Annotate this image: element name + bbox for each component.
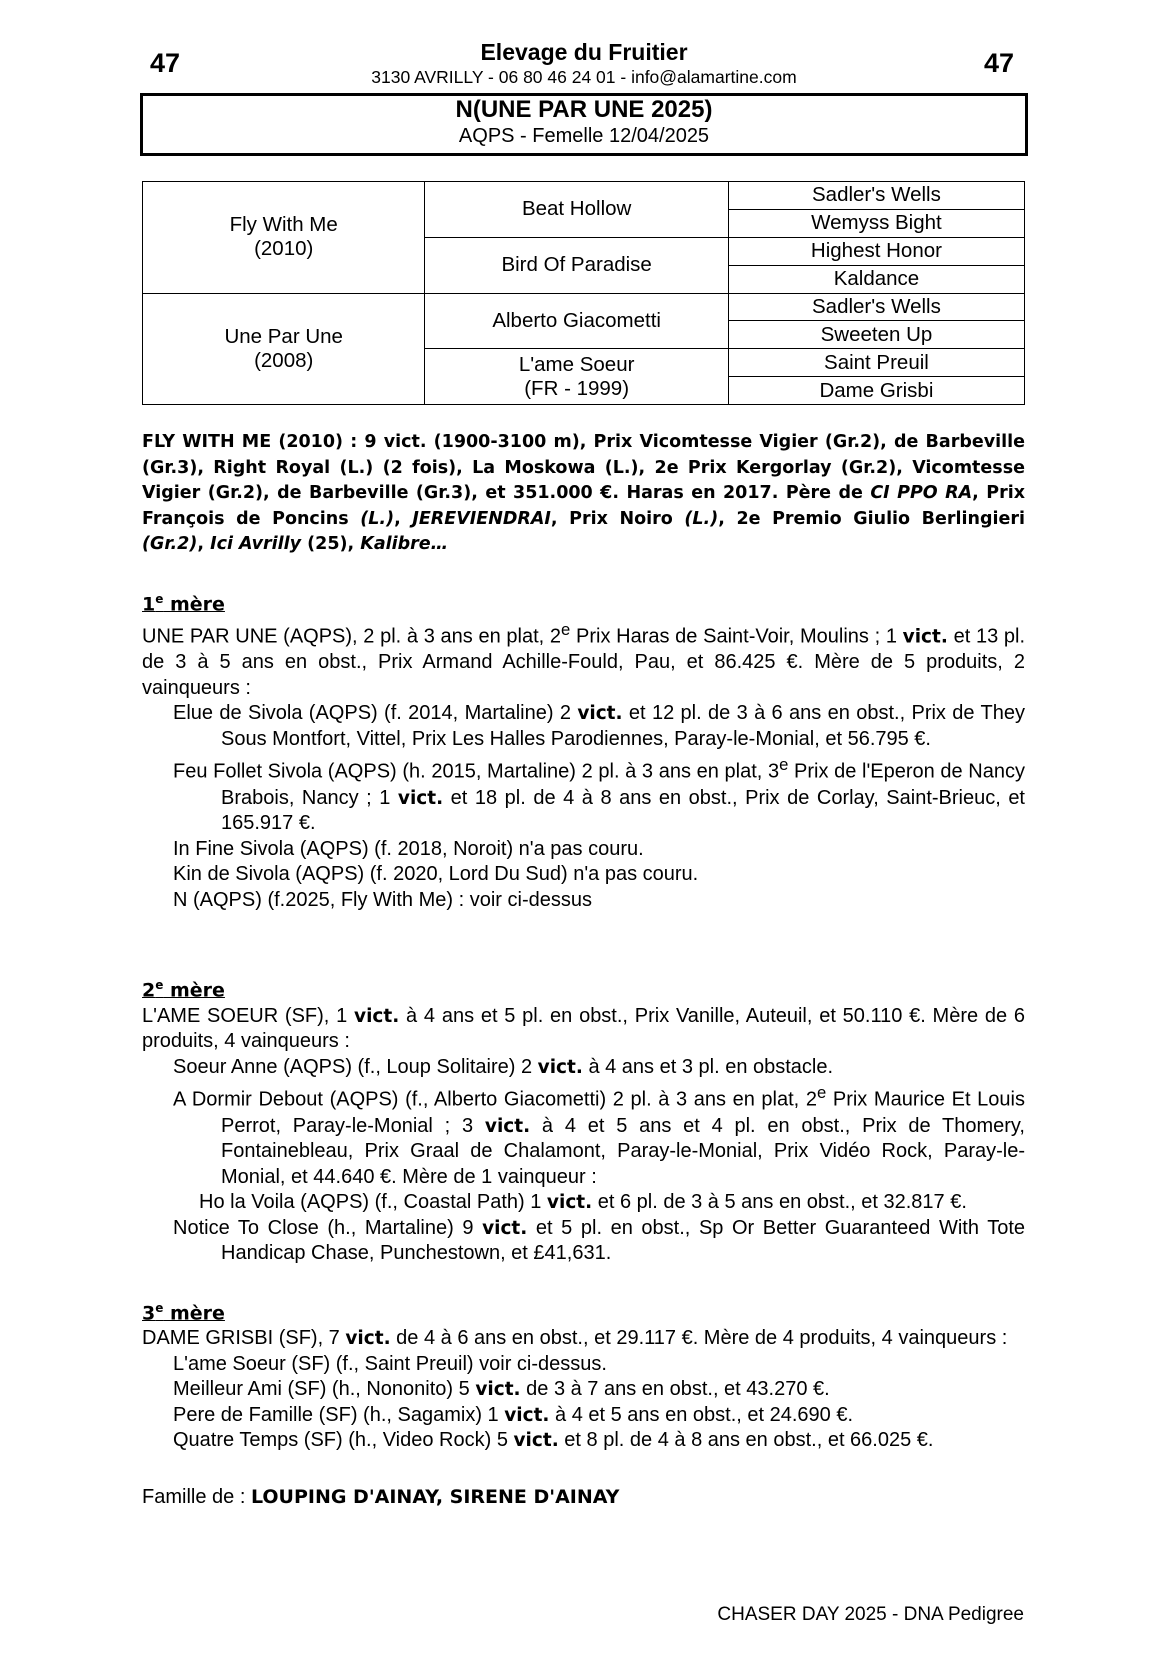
lot-title-box — [140, 93, 1028, 156]
lot-number-left: 47 — [150, 48, 181, 78]
first-dam-section — [142, 587, 1025, 914]
second-dam-section — [142, 973, 1025, 1266]
pedigree-sire-dam: Bird Of Paradise — [425, 237, 728, 293]
family-label: Famille de : — [142, 1485, 251, 1508]
third-dam-heading: 3e mère — [142, 1300, 225, 1324]
produce-item: Pere de Famille (SF) (h., Sagamix) 1 vict. à 4 et 5 ans en obst., et 24.690 €. — [173, 1403, 854, 1426]
produce-item: Notice To Close (h., Martaline) 9 vict. et 5 pl. en obst., Sp Or Better Guaranteed With Tote Handicap Chase, Punchestown, et £41,631. — [173, 1216, 1026, 1265]
produce-item: Ho la Voila (AQPS) (f., Coastal Path) 1 vict. et 6 pl. de 3 à 5 ans en obst., et 32.817 €. — [199, 1191, 967, 1214]
produce-item: L'ame Soeur (SF) (f., Saint Preuil) voir ci-dessus. — [173, 1352, 607, 1375]
pedigree-dam-sire: Alberto Giacometti — [425, 293, 728, 349]
produce-item: Meilleur Ami (SF) (h., Nononito) 5 vict. de 3 à 7 ans en obst., et 43.270 €. — [173, 1378, 830, 1401]
pedigree-sire-sire: Beat Hollow — [425, 182, 728, 238]
third-dam-paragraph: DAME GRISBI (SF), 7 vict. de 4 à 6 ans en obst., et 29.117 €. Mère de 4 produits, 4 vainqueurs : — [142, 1327, 1008, 1350]
produce-item: Kin de Sivola (AQPS) (f. 2020, Lord Du Sud) n'a pas couru. — [173, 863, 699, 886]
first-dam-paragraph: UNE PAR UNE (AQPS), 2 pl. à 3 ans en plat, 2e Prix Haras de Saint-Voir, Moulins ; 1 vict. et 13 pl. de 3 à 5 ans en obst., Prix Armand Achille-Fould, Pau, et 86.425 €. Mère de 5 produits, 2 vainqueurs : — [142, 620, 1026, 699]
produce-item: Feu Follet Sivola (AQPS) (h. 2015, Martaline) 2 pl. à 3 ans en plat, 3e Prix de l'Eperon de Nancy Brabois, Nancy ; 1 vict. et 18 pl. de 4 à 8 ans en obst., Prix de Corlay, Saint-Brieuc, et 165.917 €. — [173, 755, 1025, 835]
page-footer: CHASER DAY 2025 - DNA Pedigree — [717, 1604, 1024, 1625]
seller-contact: 3130 AVRILLY - 06 80 46 24 01 - info@alamartine.com — [371, 67, 797, 87]
produce-item: A Dormir Debout (AQPS) (f., Alberto Giacometti) 2 pl. à 3 ans en plat, 2e Prix Maurice Et Louis Perrot, Paray-le-Monial ; 3 vict. à 4 et 5 ans et 4 pl. en obst., Prix de Thomery, Fontainebleau, Prix Graal de Chalamont, Paray-le-Monial, Prix Vidéo Rock, Paray-le-Monial, et 44.640 €. Mère de 1 vainqueur : — [173, 1083, 1025, 1188]
lot-number-right: 47 — [984, 48, 1015, 78]
pedigree-g3-4: Kaldance — [728, 265, 1024, 293]
seller-header — [140, 38, 1028, 88]
pedigree-g3-1: Sadler's Wells — [728, 182, 1024, 210]
seller-name: Elevage du Fruitier — [480, 39, 688, 65]
pedigree-g3-8: Dame Grisbi — [728, 377, 1024, 405]
produce-item: Quatre Temps (SF) (h., Video Rock) 5 vict. et 8 pl. de 4 à 8 ans en obst., et 66.025 €. — [173, 1429, 934, 1452]
first-dam-heading: 1e mère — [142, 591, 225, 615]
produce-item: Soeur Anne (AQPS) (f., Loup Solitaire) 2 vict. à 4 ans et 3 pl. en obstacle. — [173, 1055, 834, 1078]
lot-subtitle: AQPS - Femelle 12/04/2025 — [458, 125, 710, 147]
family-line — [142, 1485, 1025, 1511]
pedigree-g3-2: Wemyss Bight — [728, 209, 1024, 237]
produce-item: Elue de Sivola (AQPS) (f. 2014, Martaline) 2 vict. et 12 pl. de 3 à 6 ans en obst., Prix de They Sous Montfort, Vittel, Prix Les Halles Parodiennes, Paray-le-Monial, et 56.795 €. — [173, 702, 1025, 750]
lot-title: N(UNE PAR UNE 2025) — [455, 96, 713, 123]
family-names: LOUPING D'AINAY, SIRENE D'AINAY — [250, 1485, 620, 1508]
pedigree-g3-3: Highest Honor — [728, 237, 1024, 265]
second-dam-heading: 2e mère — [142, 978, 225, 1002]
pedigree-g3-7: Saint Preuil — [728, 349, 1024, 377]
produce-item: In Fine Sivola (AQPS) (f. 2018, Noroit) n'a pas couru. — [173, 837, 644, 860]
catalogue-content — [142, 430, 1025, 1510]
third-dam-section — [142, 1296, 1025, 1454]
pedigree-dam-dam: L'ame Soeur (FR - 1999) — [425, 349, 728, 405]
pedigree-dam: Une Par Une (2008) — [143, 293, 425, 405]
pedigree-g3-6: Sweeten Up — [728, 321, 1024, 349]
sire-paragraph: FLY WITH ME (2010) : 9 vict. (1900-3100 m), Prix Vicomtesse Vigier (Gr.2), de Barbeville (Gr.3), Right Royal (L.) (2 fois), La Moskowa (L.), 2e Prix Kergorlay (Gr.2), Vicomtesse Vigier (Gr.2), de Barbeville (Gr.3), et 351.000 €. Haras en 2017. Père de CI PPO RA, Prix François de Poncins (L.), JEREVIENDRAI, Prix Noiro (L.), 2e Premio Giulio Berlingieri (Gr.2), Ici Avrilly (25), Kalibre… — [142, 432, 1026, 554]
pedigree-table — [142, 181, 1025, 405]
pedigree-g3-5: Sadler's Wells — [728, 293, 1024, 321]
pedigree-sire: Fly With Me (2010) — [143, 182, 425, 294]
produce-item: N (AQPS) (f.2025, Fly With Me) : voir ci-dessus — [173, 888, 592, 911]
second-dam-paragraph: L'AME SOEUR (SF), 1 vict. à 4 ans et 5 pl. en obst., Prix Vanille, Auteuil, et 50.110 €. Mère de 6 produits, 4 vainqueurs : — [142, 1004, 1026, 1053]
